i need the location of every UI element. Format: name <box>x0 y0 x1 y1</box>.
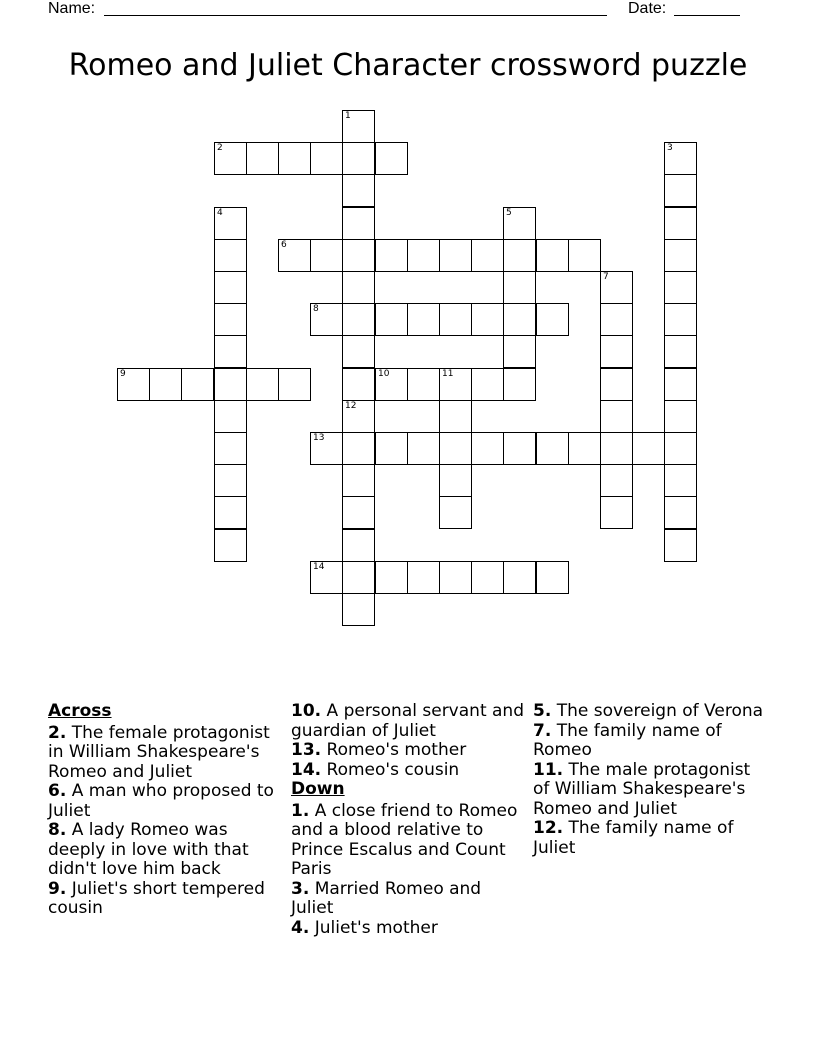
cell-number: 9 <box>120 369 126 379</box>
grid-cell[interactable] <box>664 432 697 465</box>
grid-cell[interactable] <box>342 561 375 594</box>
down-heading: Down <box>291 779 345 799</box>
grid-cell[interactable] <box>214 529 247 562</box>
clue-text: Juliet's mother <box>314 917 438 938</box>
clue-number: 8. <box>48 820 67 840</box>
clue-text: Romeo's cousin <box>326 759 460 780</box>
grid-cell[interactable] <box>214 271 247 304</box>
clue-across-9 <box>48 880 280 919</box>
clue-number: 6. <box>48 781 67 801</box>
grid-cell[interactable] <box>342 464 375 497</box>
clue-down-1 <box>291 802 526 880</box>
clue-down-7 <box>533 722 768 761</box>
grid-cell[interactable] <box>503 432 536 465</box>
grid-cell[interactable] <box>600 271 633 304</box>
date-label: Date: <box>628 0 667 17</box>
grid-cell[interactable] <box>439 464 472 497</box>
grid-cell[interactable] <box>503 239 536 272</box>
grid-cell[interactable] <box>471 432 504 465</box>
grid-cell[interactable] <box>664 529 697 562</box>
clue-across-14 <box>291 761 526 781</box>
cell-number: 11 <box>442 369 454 379</box>
grid-cell[interactable] <box>246 142 279 175</box>
grid-cell[interactable] <box>568 432 601 465</box>
grid-cell[interactable] <box>600 464 633 497</box>
cell-number: 6 <box>281 240 287 250</box>
grid-cell[interactable] <box>214 207 247 240</box>
grid-cell[interactable] <box>664 464 697 497</box>
clue-number: 10. <box>291 701 322 721</box>
clue-number: 13. <box>291 740 322 760</box>
grid-cell[interactable] <box>214 400 247 433</box>
clue-number: 12. <box>533 818 564 838</box>
clue-across-10 <box>291 702 526 741</box>
grid-cell[interactable] <box>342 496 375 529</box>
grid-cell[interactable] <box>375 561 408 594</box>
grid-cell[interactable] <box>503 561 536 594</box>
grid-cell[interactable] <box>310 142 343 175</box>
grid-cell[interactable] <box>632 432 665 465</box>
cell-number: 3 <box>667 143 673 153</box>
clue-number: 2. <box>48 722 67 743</box>
grid-cell[interactable] <box>181 368 214 401</box>
grid-cell[interactable] <box>568 239 601 272</box>
cell-number: 5 <box>506 208 512 218</box>
grid-cell[interactable] <box>664 174 697 207</box>
cell-number: 1 <box>345 111 351 121</box>
grid-cell[interactable] <box>600 400 633 433</box>
grid-cell[interactable] <box>471 561 504 594</box>
clue-text: Married Romeo and Juliet <box>291 878 482 918</box>
grid-cell[interactable] <box>342 174 375 207</box>
clue-text: The female protagonist in William Shakespeare's Romeo and Juliet <box>48 722 270 782</box>
grid-cell[interactable] <box>342 271 375 304</box>
grid-cell[interactable] <box>664 207 697 240</box>
grid-cell[interactable] <box>342 368 375 401</box>
grid-cell[interactable] <box>214 335 247 368</box>
clue-text: Juliet's short tempered cousin <box>48 878 265 918</box>
grid-cell[interactable] <box>503 368 536 401</box>
clue-down-12 <box>533 819 768 858</box>
grid-cell[interactable] <box>278 368 311 401</box>
grid-cell[interactable] <box>664 496 697 529</box>
grid-cell[interactable] <box>439 496 472 529</box>
grid-cell[interactable] <box>342 303 375 336</box>
grid-cell[interactable] <box>503 303 536 336</box>
name-label: Name: <box>48 0 96 17</box>
grid-cell[interactable] <box>471 368 504 401</box>
clue-text: The sovereign of Verona <box>556 701 764 721</box>
grid-cell[interactable] <box>600 303 633 336</box>
grid-cell[interactable] <box>439 400 472 433</box>
grid-cell[interactable] <box>407 239 440 272</box>
clue-text: Romeo's mother <box>326 740 467 760</box>
grid-cell[interactable] <box>375 303 408 336</box>
grid-cell[interactable] <box>214 368 247 401</box>
grid-cell[interactable] <box>407 561 440 594</box>
clue-down-3 <box>291 880 526 919</box>
grid-cell[interactable] <box>342 239 375 272</box>
clue-text: A lady Romeo was deeply in love with that didn't love him back <box>48 820 249 879</box>
grid-cell[interactable] <box>664 142 697 175</box>
clue-column-3 <box>533 702 768 858</box>
grid-cell[interactable] <box>342 400 375 433</box>
grid-cell[interactable] <box>214 239 247 272</box>
clue-text: A personal servant and guardian of Juliet <box>291 701 524 741</box>
clue-number: 4. <box>291 917 310 938</box>
clue-number: 3. <box>291 878 310 899</box>
clue-number: 1. <box>291 800 310 821</box>
grid-cell[interactable] <box>536 303 569 336</box>
grid-cell[interactable] <box>471 303 504 336</box>
cell-number: 10 <box>378 369 390 379</box>
grid-cell[interactable] <box>278 239 311 272</box>
clue-across-13 <box>291 741 526 761</box>
grid-cell[interactable] <box>439 239 472 272</box>
clue-number: 5. <box>533 701 552 721</box>
clue-text: The family name of Juliet <box>533 818 734 858</box>
grid-cell[interactable] <box>600 335 633 368</box>
grid-cell[interactable] <box>214 464 247 497</box>
grid-cell[interactable] <box>536 239 569 272</box>
grid-cell[interactable] <box>407 432 440 465</box>
grid-cell[interactable] <box>310 303 343 336</box>
grid-cell[interactable] <box>439 561 472 594</box>
grid-cell[interactable] <box>536 432 569 465</box>
clue-down-5 <box>533 702 768 722</box>
grid-cell[interactable] <box>342 110 375 143</box>
grid-cell[interactable] <box>503 207 536 240</box>
clue-column-2 <box>291 702 526 938</box>
grid-cell[interactable] <box>600 432 633 465</box>
grid-cell[interactable] <box>214 432 247 465</box>
grid-cell[interactable] <box>375 432 408 465</box>
grid-cell[interactable] <box>310 561 343 594</box>
grid-cell[interactable] <box>664 368 697 401</box>
grid-cell[interactable] <box>342 529 375 562</box>
grid-cell[interactable] <box>117 368 150 401</box>
grid-cell[interactable] <box>375 239 408 272</box>
grid-cell[interactable] <box>664 303 697 336</box>
cell-number: 7 <box>603 272 609 282</box>
grid-cell[interactable] <box>664 271 697 304</box>
clue-column-1 <box>48 702 280 919</box>
clue-number: 11. <box>533 759 564 780</box>
grid-cell[interactable] <box>471 239 504 272</box>
cell-number: 2 <box>217 143 223 153</box>
grid-cell[interactable] <box>664 400 697 433</box>
grid-cell[interactable] <box>407 368 440 401</box>
grid-cell[interactable] <box>342 335 375 368</box>
grid-cell[interactable] <box>664 239 697 272</box>
grid-cell[interactable] <box>536 561 569 594</box>
clue-text: The family name of Romeo <box>533 720 722 760</box>
clue-text: A close friend to Romeo and a blood relative to Prince Escalus and Count Paris <box>291 800 518 879</box>
grid-cell[interactable] <box>342 593 375 626</box>
clue-number: 9. <box>48 878 67 899</box>
grid-cell[interactable] <box>214 496 247 529</box>
grid-cell[interactable] <box>278 142 311 175</box>
grid-cell[interactable] <box>310 239 343 272</box>
clue-down-11 <box>533 761 768 820</box>
grid-cell[interactable] <box>342 207 375 240</box>
grid-cell[interactable] <box>375 368 408 401</box>
clue-text: A man who proposed to Juliet <box>48 781 274 821</box>
grid-cell[interactable] <box>439 368 472 401</box>
page-title: Romeo and Juliet Character crossword puzzle <box>68 48 748 83</box>
grid-cell[interactable] <box>214 142 247 175</box>
cell-number: 4 <box>217 208 223 218</box>
grid-cell[interactable] <box>439 303 472 336</box>
grid-cell[interactable] <box>246 368 279 401</box>
grid-cell[interactable] <box>503 335 536 368</box>
grid-cell[interactable] <box>503 271 536 304</box>
grid-cell[interactable] <box>310 432 343 465</box>
cell-number: 8 <box>313 304 319 314</box>
clue-across-6 <box>48 782 280 821</box>
grid-cell[interactable] <box>375 142 408 175</box>
clue-number: 7. <box>533 720 552 741</box>
grid-cell[interactable] <box>149 368 182 401</box>
clue-number: 14. <box>291 759 322 780</box>
clue-text: The male protagonist of William Shakespeare's Romeo and Juliet <box>533 759 751 819</box>
cell-number: 12 <box>345 401 357 411</box>
grid-cell[interactable] <box>342 142 375 175</box>
grid-cell[interactable] <box>342 432 375 465</box>
cell-number: 14 <box>313 562 325 572</box>
cell-number: 13 <box>313 433 325 443</box>
clue-across-8 <box>48 821 280 880</box>
grid-cell[interactable] <box>600 496 633 529</box>
clue-down-4 <box>291 919 526 939</box>
grid-cell[interactable] <box>407 303 440 336</box>
grid-cell[interactable] <box>664 335 697 368</box>
across-heading: Across <box>48 701 112 721</box>
grid-cell[interactable] <box>600 368 633 401</box>
clue-across-2 <box>48 724 280 783</box>
grid-cell[interactable] <box>439 432 472 465</box>
grid-cell[interactable] <box>214 303 247 336</box>
